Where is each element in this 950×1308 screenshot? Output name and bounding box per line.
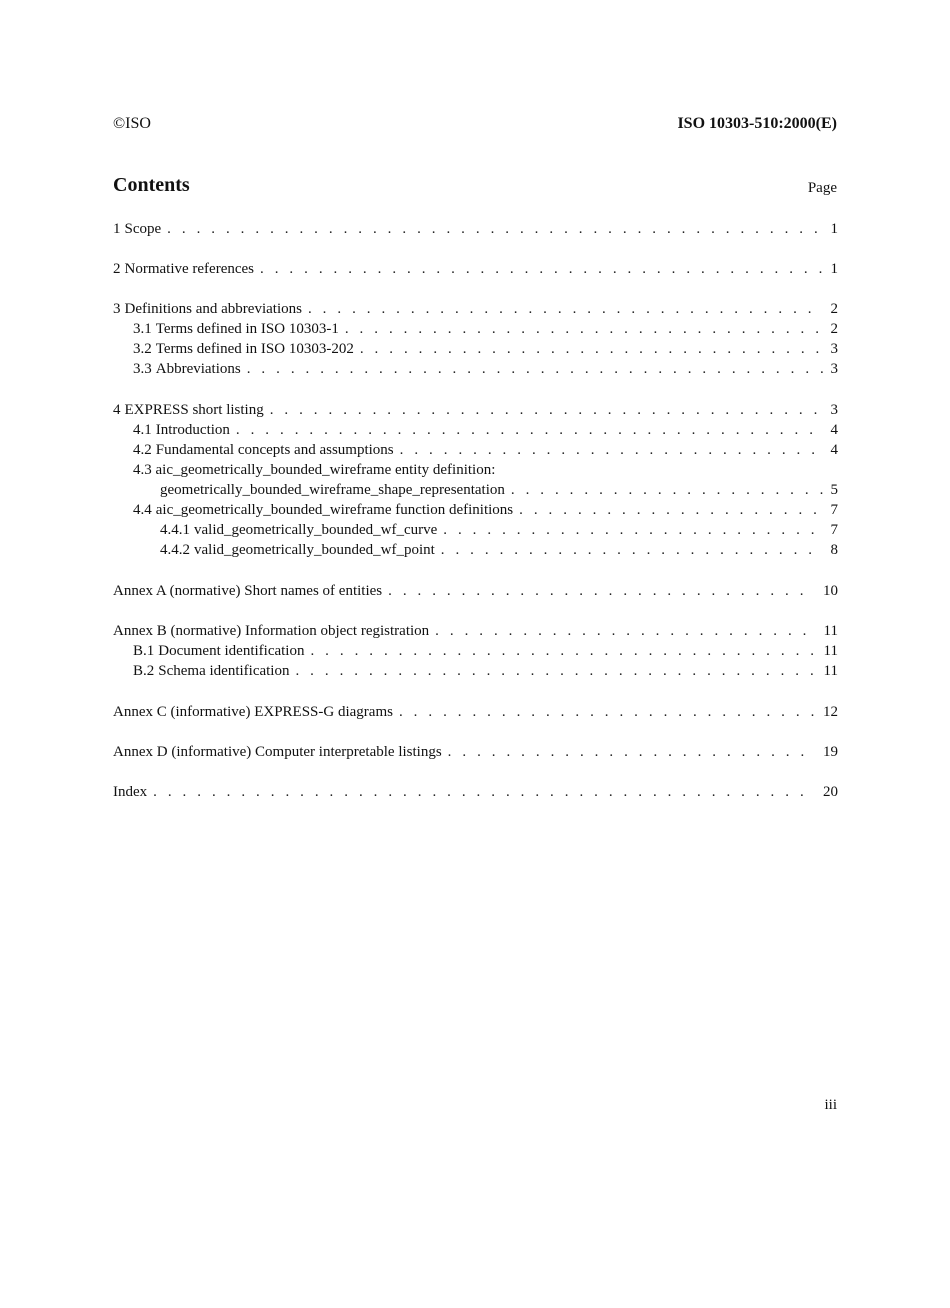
toc-label: Definitions and abbreviations	[124, 301, 302, 317]
toc-page-number: 8	[830, 542, 838, 558]
toc-entry-4-4-2[interactable]	[113, 540, 838, 560]
toc-label: EXPRESS short listing	[124, 402, 264, 418]
toc-label: Normative references	[124, 261, 255, 277]
toc-label: Scope	[124, 221, 162, 237]
leader-dots	[360, 339, 823, 359]
toc-page-number: 11	[823, 643, 838, 659]
leader-dots	[308, 299, 823, 319]
page-column-label: Page	[807, 180, 837, 196]
toc-number: B.1	[133, 643, 155, 659]
leader-dots	[345, 319, 823, 339]
leader-dots	[310, 641, 815, 661]
toc-entry-4-4[interactable]	[113, 500, 838, 520]
toc-entry-normative-references[interactable]	[113, 259, 838, 279]
toc-page-number: 20	[823, 784, 838, 800]
toc-label: Terms defined in ISO 10303-1	[155, 321, 339, 337]
page-number: iii	[824, 1097, 837, 1113]
leader-dots	[400, 440, 823, 460]
toc-entry-3-1[interactable]	[113, 319, 838, 339]
toc-page-number: 5	[830, 482, 838, 498]
toc-entry-4-1[interactable]	[113, 420, 838, 440]
toc-label: Index	[113, 784, 148, 800]
toc-number: 3.2	[133, 341, 152, 357]
toc-number: 4.4.2	[160, 542, 190, 558]
leader-dots	[443, 520, 822, 540]
toc-label: Terms defined in ISO 10303-202	[155, 341, 354, 357]
toc-number: 4	[113, 402, 121, 418]
leader-dots	[295, 661, 815, 681]
toc-label: aic_geometrically_bounded_wireframe entity definition:	[155, 462, 496, 478]
toc-entry-annex-a[interactable]	[113, 581, 838, 601]
leader-dots	[247, 359, 823, 379]
toc-label: Annex C (informative) EXPRESS-G diagrams	[113, 704, 393, 720]
page-title: Contents	[113, 174, 190, 196]
toc-label: Schema identification	[158, 663, 290, 679]
toc-label: Abbreviations	[155, 361, 241, 377]
copyright-header: ©ISO	[113, 115, 151, 132]
toc-number: B.2	[133, 663, 155, 679]
toc-page-number: 1	[830, 221, 838, 237]
leader-dots	[153, 782, 815, 802]
leader-dots	[270, 400, 823, 420]
leader-dots	[399, 702, 815, 722]
toc-page-number: 7	[830, 502, 838, 518]
leader-dots	[260, 259, 822, 279]
toc-label: Annex D (informative) Computer interpretable listings	[113, 744, 442, 760]
leader-dots	[236, 420, 823, 440]
toc-page-number: 11	[823, 623, 838, 639]
toc-entry-b-1[interactable]	[113, 641, 838, 661]
toc-entry-4-3-line1[interactable]	[133, 460, 495, 480]
toc-page-number: 3	[830, 361, 838, 377]
leader-dots	[441, 540, 823, 560]
toc-entry-4-3[interactable]	[113, 480, 838, 500]
toc-page-number: 1	[830, 261, 838, 277]
leader-dots	[388, 581, 815, 601]
toc-page-number: 4	[830, 422, 838, 438]
toc-number: 4.1	[133, 422, 152, 438]
toc-page-number: 3	[830, 402, 838, 418]
toc-page-number: 2	[830, 301, 838, 317]
leader-dots	[167, 219, 822, 239]
toc-number: 4.4	[133, 502, 152, 518]
toc-entry-express-short-listing[interactable]	[113, 400, 838, 420]
toc-label: valid_geometrically_bounded_wf_point	[194, 542, 435, 558]
toc-number: 3.3	[133, 361, 152, 377]
toc-label: Introduction	[155, 422, 230, 438]
toc-label: valid_geometrically_bounded_wf_curve	[194, 522, 438, 538]
toc-entry-annex-c[interactable]	[113, 702, 838, 722]
toc-entry-definitions[interactable]	[113, 299, 838, 319]
leader-dots	[435, 621, 815, 641]
toc-page-number: 19	[823, 744, 838, 760]
toc-number: 3.1	[133, 321, 152, 337]
toc-page-number: 12	[823, 704, 838, 720]
toc-number: 2	[113, 261, 121, 277]
toc-label: aic_geometrically_bounded_wireframe function definitions	[155, 502, 514, 518]
toc-label: Annex A (normative) Short names of entities	[113, 583, 383, 599]
toc-page-number: 2	[830, 321, 838, 337]
toc-entry-3-2[interactable]	[113, 339, 838, 359]
toc-entry-annex-d[interactable]	[113, 742, 838, 762]
leader-dots	[511, 480, 823, 500]
leader-dots	[519, 500, 822, 520]
toc-label: Document identification	[158, 643, 305, 659]
toc-page-number: 4	[830, 442, 838, 458]
toc-label: Annex B (normative) Information object registration	[113, 623, 430, 639]
toc-number: 4.2	[133, 442, 152, 458]
toc-label: Fundamental concepts and assumptions	[155, 442, 394, 458]
toc-entry-4-2[interactable]	[113, 440, 838, 460]
toc-number: 3	[113, 301, 121, 317]
toc-page-number: 3	[830, 341, 838, 357]
toc-page-number: 11	[823, 663, 838, 679]
leader-dots	[448, 742, 815, 762]
toc-entry-b-2[interactable]	[113, 661, 838, 681]
toc-number: 4.3	[133, 462, 152, 478]
toc-entry-3-3[interactable]	[113, 359, 838, 379]
toc-entry-index[interactable]	[113, 782, 838, 802]
toc-entry-scope[interactable]	[113, 219, 838, 239]
toc-label-continued: geometrically_bounded_wireframe_shape_representation	[160, 482, 505, 498]
toc-number: 4.4.1	[160, 522, 190, 538]
toc-entry-annex-b[interactable]	[113, 621, 838, 641]
standard-designation: ISO 10303-510:2000(E)	[677, 115, 837, 132]
toc-page-number: 10	[823, 583, 838, 599]
toc-entry-4-4-1[interactable]	[113, 520, 838, 540]
toc-page-number: 7	[830, 522, 838, 538]
toc-number: 1	[113, 221, 121, 237]
